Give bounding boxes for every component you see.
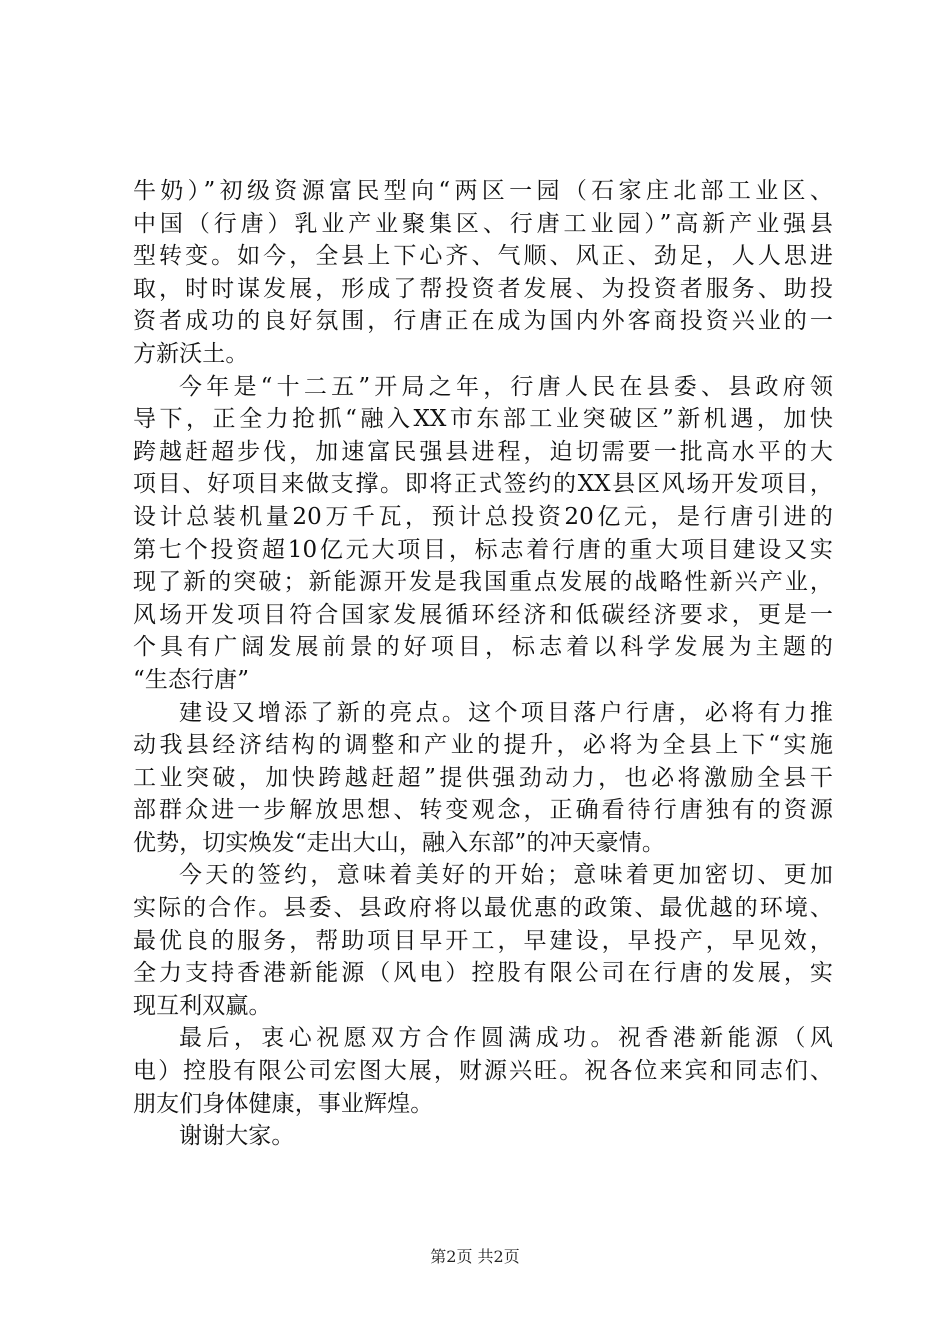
text-line: 取，时时谋发展，形成了帮投资者发展、为投资者服务、助投	[133, 275, 833, 302]
text-line: 跨越赶超步伐，加速富民强县进程，迫切需要一批高水平的大	[133, 438, 833, 465]
text-line: 最后，衷心祝愿双方合作圆满成功。祝香港新能源（风	[179, 1025, 833, 1052]
text-line: 导下，正全力抢抓“融入XX市东部工业突破区”新机遇，加快	[133, 406, 833, 433]
text-line: 朋友们身体健康，事业辉煌。	[133, 1090, 434, 1117]
text-line: 今天的签约，意味着美好的开始；意味着更加密切、更加	[179, 862, 833, 889]
text-line: 实际的合作。县委、县政府将以最优惠的政策、最优越的环境、	[133, 895, 833, 922]
text-line: 最优良的服务，帮助项目早开工，早建设，早投产，早见效，	[133, 927, 833, 954]
text-line: 牛奶）”初级资源富民型向“两区一园（石家庄北部工业区、	[133, 178, 833, 204]
text-line: 工业突破，加快跨越赶超”提供强劲动力，也必将激励全县干	[133, 764, 833, 791]
text-line: 今年是“十二五”开局之年，行唐人民在县委、县政府领	[179, 373, 833, 400]
text-line: “生态行唐”	[133, 666, 250, 693]
text-line: 现了新的突破；新能源开发是我国重点发展的战略性新兴产业，	[133, 569, 833, 596]
document-body	[133, 175, 833, 1153]
text-line: 现互利双赢。	[133, 992, 272, 1019]
text-line: 资者成功的良好氛围，行唐正在成为国内外客商投资兴业的一	[133, 308, 833, 335]
text-line: 型转变。如今，全县上下心齐、气顺、风正、劲足，人人思进	[133, 243, 833, 270]
text-line: 第七个投资超10亿元大项目，标志着行唐的重大项目建设又实	[133, 536, 833, 563]
page-footer	[0, 1244, 950, 1267]
text-line: 方新沃土。	[133, 340, 249, 367]
text-line: 设计总装机量20万千瓦，预计总投资20亿元，是行唐引进的	[133, 503, 833, 530]
text-line: 动我县经济结构的调整和产业的提升，必将为全县上下“实施	[133, 732, 833, 759]
text-line: 全力支持香港新能源（风电）控股有限公司在行唐的发展，实	[133, 960, 833, 987]
text-line: 建设又增添了新的亮点。这个项目落户行唐，必将有力推	[179, 699, 833, 726]
text-line: 谢谢大家。	[179, 1123, 295, 1150]
text-line: 电）控股有限公司宏图大展，财源兴旺。祝各位来宾和同志们、	[133, 1058, 833, 1085]
text-line: 中国（行唐）乳业产业聚集区、行唐工业园）”高新产业强县	[133, 210, 833, 237]
text-line: 项目、好项目来做支撑。即将正式签约的XX县区风场开发项目，	[133, 471, 833, 498]
text-line: 部群众进一步解放思想、转变观念，正确看待行唐独有的资源	[133, 797, 833, 824]
page-number-label: 第2页 共2页	[430, 1247, 520, 1266]
text-line: 风场开发项目符合国家发展循环经济和低碳经济要求，更是一	[133, 601, 833, 628]
text-line: 个具有广阔发展前景的好项目，标志着以科学发展为主题的	[133, 634, 833, 661]
text-line: 优势，切实焕发“走出大山，融入东部”的冲天豪情。	[133, 829, 665, 856]
